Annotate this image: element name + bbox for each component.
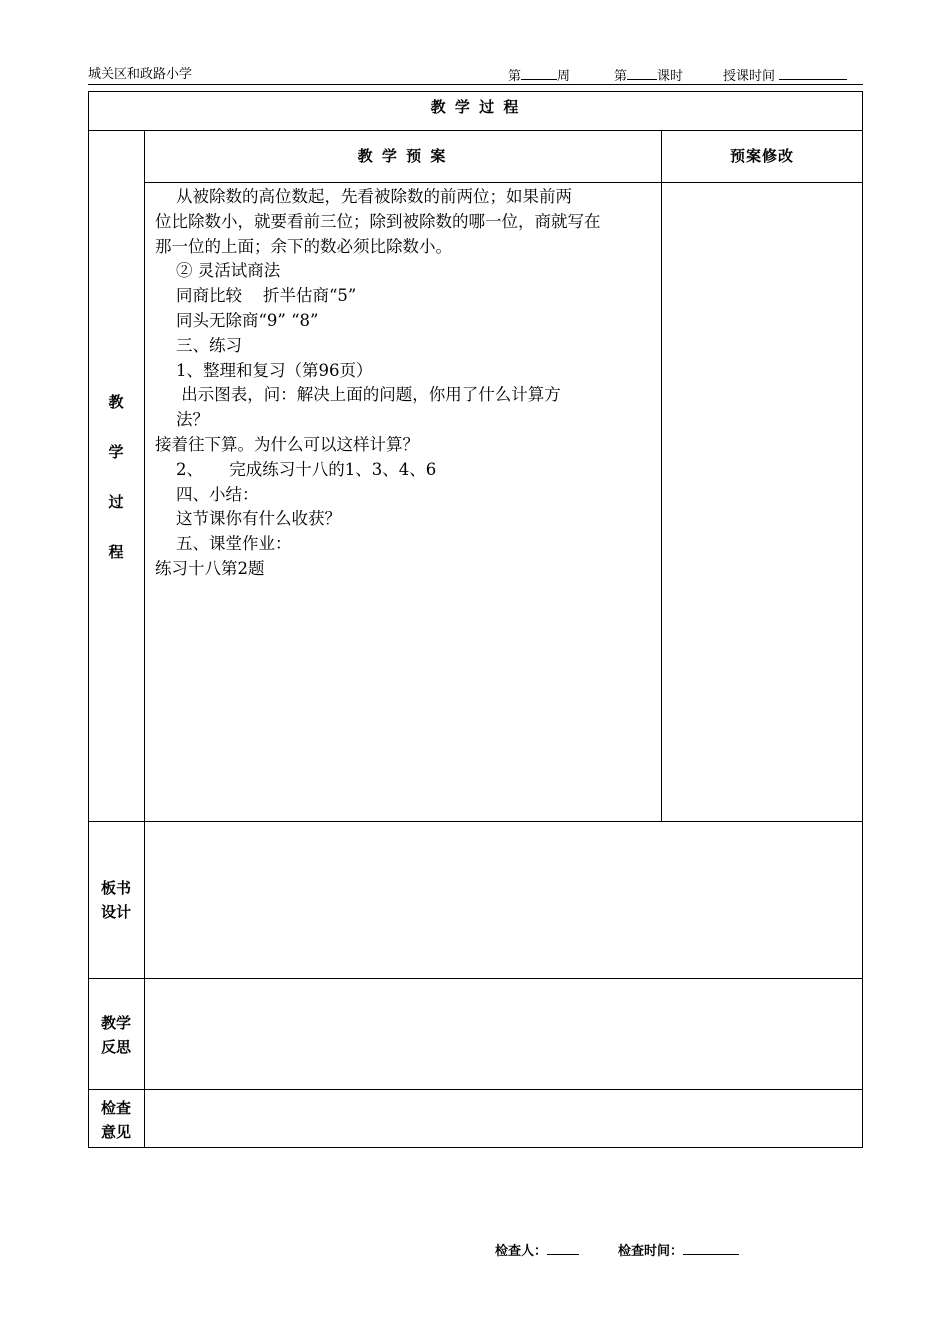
school-name: 城关区和政路小学: [88, 67, 193, 82]
lesson-plan-content: [155, 185, 655, 582]
content-line: 从被除数的高位数起，先看被除数的前两位；如果前两: [155, 187, 572, 206]
checker-label: 检查人：: [495, 1244, 548, 1259]
side-label-process: [88, 390, 144, 590]
table-title: 教 学 过 程: [430, 98, 521, 116]
reflect-divider: [88, 1089, 863, 1090]
content-line: 那一位的上面；余下的数必须比除数小。: [155, 236, 452, 256]
week-prefix: 第: [508, 69, 522, 84]
side-char: 教: [108, 393, 124, 411]
checker-field: [495, 1240, 579, 1259]
side-column-divider: [144, 130, 145, 1148]
week-blank: [521, 66, 557, 80]
side-label-reflect: [88, 1011, 144, 1059]
check-time-field: [618, 1240, 739, 1259]
lesson-blank: [627, 66, 657, 80]
content-line: 1、整理和复习（第96页）: [155, 360, 373, 380]
side-line: 板书: [100, 879, 131, 897]
time-field: [723, 66, 847, 86]
content-line: 同头无除商“9” “8”: [155, 310, 319, 330]
side-line: 设计: [100, 903, 131, 921]
content-line: 这节课你有什么收获？: [155, 509, 341, 529]
side-label-board: [88, 876, 144, 924]
side-label-check: [88, 1096, 144, 1144]
lesson-prefix: 第: [614, 69, 628, 84]
content-line: 四、小结：: [155, 484, 259, 504]
revise-column-header: 预案修改: [729, 147, 794, 165]
week-field: [508, 66, 570, 86]
revise-column-divider: [661, 130, 662, 821]
side-char: 学: [108, 443, 124, 461]
content-line: 接着往下算。为什么可以这样计算？: [155, 434, 419, 454]
side-char: 程: [108, 543, 124, 561]
check-time-label: 检查时间：: [618, 1244, 684, 1259]
side-char: 过: [108, 493, 124, 511]
content-line: 练习十八第2题: [155, 558, 265, 578]
side-line: 意见: [100, 1123, 131, 1141]
board-divider: [88, 978, 863, 979]
process-divider: [88, 821, 863, 822]
content-line: 法？: [155, 410, 209, 430]
side-line: 教学: [100, 1014, 131, 1032]
content-line: 出示图表，问：解决上面的问题，你用了什么计算方: [155, 385, 561, 405]
lesson-field: [614, 66, 683, 86]
lesson-suffix: 课时: [657, 69, 684, 84]
content-line: 2、 完成练习十八的1、3、4、6: [155, 459, 437, 479]
header-rule: [88, 84, 863, 85]
side-line: 检查: [100, 1099, 131, 1117]
content-line: ② 灵活试商法: [155, 261, 281, 281]
title-divider: [88, 130, 863, 131]
content-line: 三、练习: [155, 335, 242, 355]
column-header-divider: [144, 182, 863, 183]
checker-blank: [547, 1241, 579, 1255]
time-blank: [779, 66, 847, 80]
plan-column-header: 教 学 预 案: [357, 147, 448, 165]
content-line: 位比除数小，就要看前三位；除到被除数的哪一位，商就写在: [155, 211, 601, 231]
check-time-blank: [683, 1241, 739, 1255]
content-line: 五、课堂作业：: [155, 534, 292, 554]
content-line: 同商比较 折半估商“5”: [155, 286, 357, 306]
week-suffix: 周: [557, 69, 571, 84]
side-line: 反思: [100, 1038, 131, 1056]
time-label: 授课时间: [723, 69, 776, 84]
